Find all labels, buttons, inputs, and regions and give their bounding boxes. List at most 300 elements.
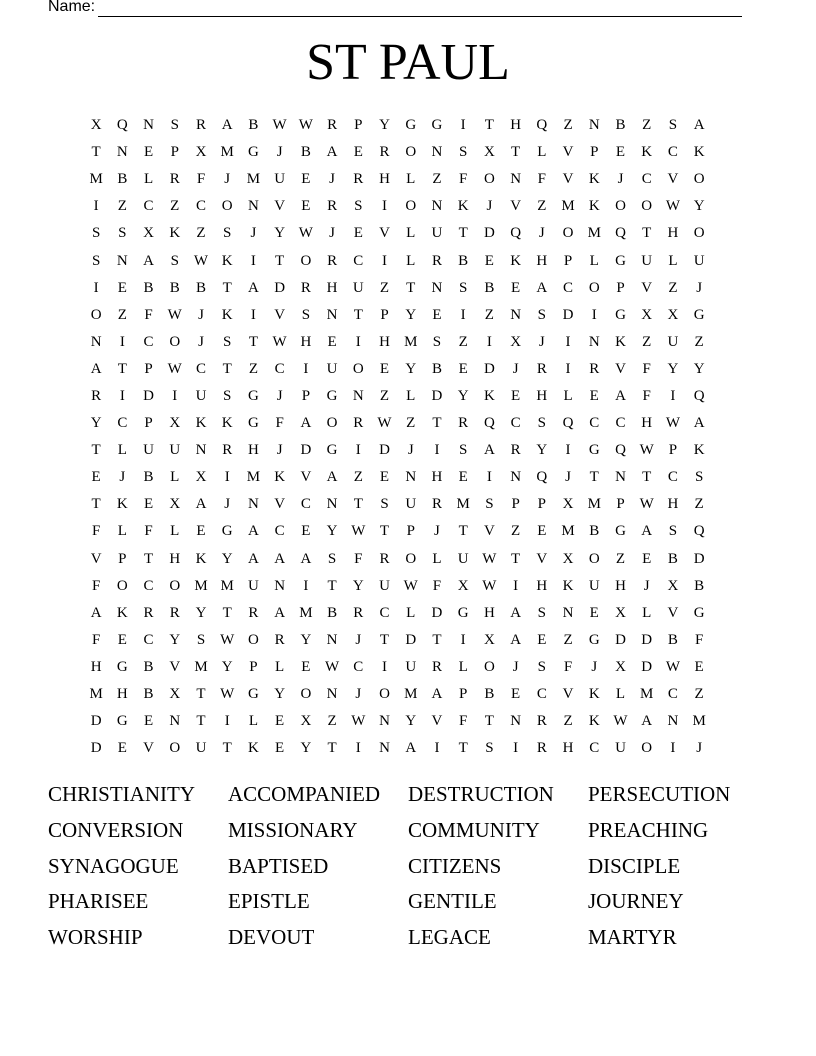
grid-letter[interactable]: I xyxy=(224,469,230,486)
grid-letter[interactable]: R xyxy=(143,604,154,621)
grid-letter[interactable]: V xyxy=(169,658,181,675)
grid-letter[interactable]: G xyxy=(457,604,469,621)
grid-letter[interactable]: K xyxy=(221,252,233,269)
grid-letter[interactable]: G xyxy=(615,523,626,540)
grid-letter[interactable]: I xyxy=(355,333,361,350)
grid-letter[interactable]: K xyxy=(248,740,259,757)
grid-letter[interactable]: C xyxy=(143,631,154,648)
grid-letter[interactable]: J xyxy=(329,225,335,242)
grid-letter[interactable]: A xyxy=(248,279,259,296)
grid-letter[interactable]: R xyxy=(300,279,311,296)
grid-letter[interactable]: Z xyxy=(511,523,521,540)
grid-letter[interactable]: K xyxy=(693,442,705,459)
grid-letter[interactable]: A xyxy=(300,415,312,432)
grid-letter[interactable]: I xyxy=(460,631,466,648)
grid-letter[interactable]: C xyxy=(641,171,652,188)
grid-letter[interactable]: Y xyxy=(536,442,548,459)
grid-letter[interactable]: E xyxy=(91,469,101,486)
grid-letter[interactable]: G xyxy=(588,631,600,648)
grid-letter[interactable]: T xyxy=(91,496,101,513)
grid-letter[interactable]: L xyxy=(143,171,154,188)
grid-letter[interactable]: Z xyxy=(694,333,704,350)
grid-letter[interactable]: U xyxy=(588,577,600,594)
grid-letter[interactable]: P xyxy=(511,496,520,513)
grid-letter[interactable]: W xyxy=(272,333,287,350)
grid-letter[interactable]: R xyxy=(274,631,285,648)
grid-letter[interactable]: J xyxy=(224,171,231,188)
grid-letter[interactable]: T xyxy=(589,469,599,486)
grid-letter[interactable]: S xyxy=(485,740,494,757)
grid-letter[interactable]: V xyxy=(615,360,626,377)
name-line[interactable] xyxy=(98,0,742,17)
grid-letter[interactable]: R xyxy=(169,171,180,188)
grid-letter[interactable]: R xyxy=(589,360,600,377)
grid-letter[interactable]: R xyxy=(379,144,390,161)
grid-letter[interactable]: I xyxy=(460,117,466,134)
grid-letter[interactable]: T xyxy=(222,604,232,621)
grid-letter[interactable]: N xyxy=(352,387,364,404)
grid-letter[interactable]: X xyxy=(667,306,679,323)
grid-letter[interactable]: B xyxy=(589,523,600,540)
grid-letter[interactable]: Y xyxy=(274,686,286,703)
grid-letter[interactable]: X xyxy=(169,686,181,703)
grid-letter[interactable]: R xyxy=(458,415,469,432)
grid-letter[interactable]: T xyxy=(222,279,232,296)
grid-letter[interactable]: E xyxy=(327,333,337,350)
grid-letter[interactable]: G xyxy=(693,604,705,621)
grid-letter[interactable]: O xyxy=(90,306,102,323)
grid-letter[interactable]: W xyxy=(613,713,628,730)
grid-letter[interactable]: T xyxy=(458,225,468,242)
grid-letter[interactable]: R xyxy=(536,360,547,377)
grid-letter[interactable]: L xyxy=(642,604,652,621)
grid-letter[interactable]: A xyxy=(641,713,653,730)
grid-letter[interactable]: O xyxy=(221,198,233,215)
grid-letter[interactable]: I xyxy=(382,658,388,675)
grid-letter[interactable]: O xyxy=(300,252,312,269)
grid-letter[interactable]: J xyxy=(119,469,126,486)
grid-letter[interactable]: O xyxy=(169,333,181,350)
grid-letter[interactable]: I xyxy=(224,713,230,730)
grid-letter[interactable]: Y xyxy=(195,604,207,621)
grid-letter[interactable]: K xyxy=(588,713,600,730)
grid-letter[interactable]: V xyxy=(274,198,286,215)
grid-letter[interactable]: X xyxy=(143,225,154,242)
grid-letter[interactable]: X xyxy=(457,577,469,594)
grid-letter[interactable]: V xyxy=(641,279,653,296)
grid-letter[interactable]: H xyxy=(326,279,338,296)
grid-letter[interactable]: M xyxy=(220,577,234,594)
grid-letter[interactable]: J xyxy=(250,225,257,242)
grid-letter[interactable]: J xyxy=(538,225,545,242)
grid-letter[interactable]: P xyxy=(616,279,625,296)
grid-letter[interactable]: S xyxy=(485,496,494,513)
grid-letter[interactable]: S xyxy=(91,252,101,269)
grid-letter[interactable]: E xyxy=(511,686,521,703)
grid-letter[interactable]: M xyxy=(89,171,103,188)
grid-letter[interactable]: K xyxy=(483,387,495,404)
grid-letter[interactable]: A xyxy=(483,442,495,459)
grid-letter[interactable]: B xyxy=(143,686,154,703)
grid-letter[interactable]: A xyxy=(431,686,443,703)
grid-letter[interactable]: P xyxy=(118,550,127,567)
grid-letter[interactable]: U xyxy=(693,252,705,269)
grid-letter[interactable]: I xyxy=(119,333,125,350)
grid-letter[interactable]: G xyxy=(615,252,626,269)
grid-letter[interactable]: N xyxy=(588,333,600,350)
grid-letter[interactable]: A xyxy=(510,631,522,648)
grid-letter[interactable]: Q xyxy=(116,117,128,134)
grid-letter[interactable]: J xyxy=(224,496,231,513)
grid-letter[interactable]: T xyxy=(327,740,337,757)
grid-letter[interactable]: A xyxy=(615,387,626,404)
grid-letter[interactable]: L xyxy=(458,658,468,675)
grid-letter[interactable]: S xyxy=(223,333,232,350)
grid-letter[interactable]: R xyxy=(222,442,233,459)
grid-letter[interactable]: T xyxy=(275,252,285,269)
grid-letter[interactable]: Z xyxy=(327,713,337,730)
grid-letter[interactable]: B xyxy=(484,279,495,296)
grid-letter[interactable]: Q xyxy=(536,117,548,134)
grid-letter[interactable]: C xyxy=(274,360,285,377)
grid-letter[interactable]: P xyxy=(537,496,546,513)
grid-letter[interactable]: O xyxy=(116,577,128,594)
grid-letter[interactable]: N xyxy=(510,306,522,323)
grid-letter[interactable]: N xyxy=(116,252,128,269)
grid-letter[interactable]: N xyxy=(169,713,181,730)
grid-letter[interactable]: P xyxy=(354,117,363,134)
grid-letter[interactable]: W xyxy=(298,117,313,134)
grid-letter[interactable]: T xyxy=(327,577,337,594)
grid-letter[interactable]: K xyxy=(221,306,233,323)
grid-letter[interactable]: W xyxy=(665,415,680,432)
grid-letter[interactable]: I xyxy=(513,740,519,757)
grid-letter[interactable]: N xyxy=(116,144,128,161)
grid-letter[interactable]: N xyxy=(667,713,679,730)
grid-letter[interactable]: P xyxy=(144,360,153,377)
grid-letter[interactable]: W xyxy=(482,550,497,567)
grid-letter[interactable]: V xyxy=(143,740,154,757)
grid-letter[interactable]: I xyxy=(172,387,178,404)
grid-letter[interactable]: S xyxy=(380,496,389,513)
grid-letter[interactable]: P xyxy=(616,496,625,513)
grid-letter[interactable]: D xyxy=(693,550,705,567)
grid-letter[interactable]: R xyxy=(431,496,442,513)
grid-letter[interactable]: U xyxy=(405,496,417,513)
grid-letter[interactable]: B xyxy=(484,686,495,703)
grid-letter[interactable]: H xyxy=(562,740,574,757)
grid-letter[interactable]: K xyxy=(169,225,181,242)
grid-letter[interactable]: L xyxy=(563,387,573,404)
grid-letter[interactable]: E xyxy=(537,631,547,648)
grid-letter[interactable]: K xyxy=(457,198,469,215)
grid-letter[interactable]: T xyxy=(511,550,521,567)
grid-letter[interactable]: M xyxy=(561,523,575,540)
grid-letter[interactable]: H xyxy=(615,577,626,594)
grid-letter[interactable]: Z xyxy=(196,225,206,242)
grid-letter[interactable]: F xyxy=(196,171,206,188)
grid-letter[interactable]: T xyxy=(117,360,127,377)
grid-letter[interactable]: E xyxy=(353,144,363,161)
grid-letter[interactable]: F xyxy=(459,713,468,730)
grid-letter[interactable]: G xyxy=(326,442,338,459)
grid-letter[interactable]: C xyxy=(510,415,521,432)
grid-letter[interactable]: A xyxy=(693,415,705,432)
grid-letter[interactable]: D xyxy=(300,442,312,459)
grid-letter[interactable]: N xyxy=(510,713,522,730)
grid-letter[interactable]: E xyxy=(117,631,127,648)
grid-letter[interactable]: I xyxy=(250,252,256,269)
grid-letter[interactable]: Y xyxy=(300,740,312,757)
grid-letter[interactable]: K xyxy=(588,171,600,188)
grid-letter[interactable]: S xyxy=(301,306,311,323)
grid-letter[interactable]: M xyxy=(299,604,313,621)
grid-letter[interactable]: T xyxy=(196,713,206,730)
grid-letter[interactable]: C xyxy=(353,658,364,675)
grid-letter[interactable]: Q xyxy=(615,225,626,242)
grid-letter[interactable]: W xyxy=(272,117,287,134)
grid-letter[interactable]: Y xyxy=(693,198,705,215)
grid-letter[interactable]: C xyxy=(667,469,678,486)
grid-letter[interactable]: R xyxy=(248,604,259,621)
grid-letter[interactable]: L xyxy=(432,550,442,567)
grid-letter[interactable]: S xyxy=(537,415,546,432)
grid-letter[interactable]: N xyxy=(326,631,338,648)
grid-letter[interactable]: T xyxy=(353,306,363,323)
grid-letter[interactable]: Z xyxy=(432,171,442,188)
grid-letter[interactable]: C xyxy=(379,604,390,621)
grid-letter[interactable]: N xyxy=(326,686,338,703)
grid-letter[interactable]: Y xyxy=(352,577,364,594)
grid-letter[interactable]: O xyxy=(300,686,312,703)
grid-letter[interactable]: I xyxy=(565,333,571,350)
grid-letter[interactable]: T xyxy=(379,523,390,540)
grid-letter[interactable]: C xyxy=(589,740,600,757)
grid-letter[interactable]: G xyxy=(326,387,338,404)
grid-letter[interactable]: Z xyxy=(353,469,363,486)
grid-letter[interactable]: M xyxy=(587,496,601,513)
grid-letter[interactable]: R xyxy=(353,171,364,188)
grid-letter[interactable]: F xyxy=(642,360,651,377)
grid-letter[interactable]: A xyxy=(326,469,338,486)
grid-letter[interactable]: N xyxy=(326,306,338,323)
grid-letter[interactable]: H xyxy=(90,658,102,675)
grid-letter[interactable]: Q xyxy=(562,415,574,432)
grid-letter[interactable]: G xyxy=(116,658,128,675)
grid-letter[interactable]: X xyxy=(169,496,181,513)
grid-letter[interactable]: V xyxy=(536,550,548,567)
grid-letter[interactable]: F xyxy=(144,523,153,540)
grid-letter[interactable]: V xyxy=(90,550,102,567)
grid-letter[interactable]: E xyxy=(458,360,468,377)
grid-letter[interactable]: S xyxy=(196,631,206,648)
grid-letter[interactable]: B xyxy=(169,279,180,296)
grid-letter[interactable]: W xyxy=(665,198,680,215)
grid-letter[interactable]: O xyxy=(562,225,574,242)
grid-letter[interactable]: E xyxy=(117,279,127,296)
grid-letter[interactable]: Z xyxy=(694,496,704,513)
grid-letter[interactable]: Y xyxy=(169,631,181,648)
grid-letter[interactable]: X xyxy=(195,144,207,161)
grid-letter[interactable]: N xyxy=(510,469,522,486)
grid-letter[interactable]: H xyxy=(667,225,679,242)
grid-letter[interactable]: B xyxy=(195,279,206,296)
grid-letter[interactable]: I xyxy=(565,360,571,377)
grid-letter[interactable]: T xyxy=(484,117,494,134)
grid-letter[interactable]: T xyxy=(196,686,206,703)
grid-letter[interactable]: I xyxy=(565,442,571,459)
grid-letter[interactable]: K xyxy=(615,333,626,350)
grid-letter[interactable]: R xyxy=(536,713,547,730)
grid-letter[interactable]: V xyxy=(667,604,679,621)
grid-letter[interactable]: Y xyxy=(457,387,469,404)
grid-letter[interactable]: Z xyxy=(458,333,468,350)
grid-letter[interactable]: T xyxy=(432,631,442,648)
grid-letter[interactable]: L xyxy=(248,713,258,730)
grid-letter[interactable]: S xyxy=(223,387,232,404)
grid-letter[interactable]: H xyxy=(667,496,679,513)
grid-letter[interactable]: Y xyxy=(274,225,286,242)
grid-letter[interactable]: I xyxy=(303,577,309,594)
grid-letter[interactable]: L xyxy=(117,523,127,540)
grid-letter[interactable]: L xyxy=(406,604,416,621)
grid-letter[interactable]: H xyxy=(300,333,312,350)
grid-letter[interactable]: N xyxy=(431,279,443,296)
grid-letter[interactable]: V xyxy=(274,306,286,323)
grid-letter[interactable]: S xyxy=(459,442,468,459)
grid-letter[interactable]: J xyxy=(538,333,545,350)
grid-letter[interactable]: J xyxy=(591,658,598,675)
grid-letter[interactable]: N xyxy=(431,144,443,161)
grid-letter[interactable]: C xyxy=(143,577,154,594)
grid-letter[interactable]: L xyxy=(406,387,416,404)
grid-letter[interactable]: C xyxy=(274,523,285,540)
grid-letter[interactable]: C xyxy=(117,415,128,432)
grid-letter[interactable]: J xyxy=(407,442,414,459)
grid-letter[interactable]: D xyxy=(90,713,102,730)
grid-letter[interactable]: M xyxy=(404,686,418,703)
grid-letter[interactable]: D xyxy=(90,740,102,757)
grid-letter[interactable]: N xyxy=(510,171,522,188)
grid-letter[interactable]: Z xyxy=(537,198,547,215)
grid-letter[interactable]: Z xyxy=(484,306,494,323)
grid-letter[interactable]: Z xyxy=(406,415,416,432)
grid-letter[interactable]: P xyxy=(563,252,573,269)
grid-letter[interactable]: U xyxy=(615,740,626,757)
grid-letter[interactable]: W xyxy=(665,658,680,675)
grid-letter[interactable]: E xyxy=(196,523,206,540)
grid-letter[interactable]: X xyxy=(195,469,207,486)
grid-letter[interactable]: E xyxy=(353,225,363,242)
grid-letter[interactable]: F xyxy=(91,523,101,540)
grid-letter[interactable]: D xyxy=(483,360,495,377)
grid-letter[interactable]: Z xyxy=(668,279,678,296)
grid-letter[interactable]: O xyxy=(588,550,600,567)
grid-letter[interactable]: Y xyxy=(405,360,417,377)
grid-letter[interactable]: A xyxy=(248,523,259,540)
grid-letter[interactable]: J xyxy=(696,279,703,296)
grid-letter[interactable]: F xyxy=(459,171,468,188)
grid-letter[interactable]: R xyxy=(327,198,338,215)
grid-letter[interactable]: B xyxy=(667,550,678,567)
grid-letter[interactable]: V xyxy=(562,686,574,703)
grid-letter[interactable]: K xyxy=(221,415,233,432)
grid-letter[interactable]: O xyxy=(379,686,390,703)
grid-letter[interactable]: X xyxy=(483,144,495,161)
grid-letter[interactable]: K xyxy=(693,144,705,161)
grid-letter[interactable]: E xyxy=(484,252,494,269)
grid-letter[interactable]: E xyxy=(615,144,626,161)
grid-letter[interactable]: M xyxy=(640,686,654,703)
grid-letter[interactable]: W xyxy=(220,631,235,648)
grid-letter[interactable]: O xyxy=(405,198,417,215)
grid-letter[interactable]: N xyxy=(405,469,417,486)
grid-letter[interactable]: V xyxy=(667,171,679,188)
grid-letter[interactable]: G xyxy=(693,306,705,323)
grid-letter[interactable]: Z xyxy=(615,550,626,567)
grid-letter[interactable]: X xyxy=(300,713,312,730)
grid-letter[interactable]: I xyxy=(93,279,99,296)
grid-letter[interactable]: D xyxy=(431,387,443,404)
grid-letter[interactable]: W xyxy=(377,415,392,432)
grid-letter[interactable]: R xyxy=(353,415,364,432)
grid-letter[interactable]: U xyxy=(405,658,417,675)
grid-letter[interactable]: F xyxy=(563,658,573,675)
grid-letter[interactable]: G xyxy=(221,523,233,540)
grid-letter[interactable]: F xyxy=(275,415,284,432)
grid-letter[interactable]: I xyxy=(382,198,388,215)
grid-letter[interactable]: U xyxy=(457,550,469,567)
grid-letter[interactable]: U xyxy=(352,279,364,296)
grid-letter[interactable]: R xyxy=(536,740,547,757)
grid-letter[interactable]: C xyxy=(563,279,574,296)
grid-letter[interactable]: V xyxy=(562,144,574,161)
grid-letter[interactable]: H xyxy=(248,442,259,459)
grid-letter[interactable]: P xyxy=(668,442,678,459)
grid-letter[interactable]: J xyxy=(276,442,283,459)
grid-letter[interactable]: J xyxy=(643,577,650,594)
grid-letter[interactable]: U xyxy=(326,360,338,377)
grid-letter[interactable]: J xyxy=(486,198,493,215)
grid-letter[interactable]: O xyxy=(326,415,338,432)
grid-letter[interactable]: S xyxy=(223,225,232,242)
grid-letter[interactable]: A xyxy=(90,360,102,377)
grid-letter[interactable]: D xyxy=(615,631,626,648)
grid-letter[interactable]: Q xyxy=(510,225,522,242)
grid-letter[interactable]: A xyxy=(221,117,233,134)
grid-letter[interactable]: S xyxy=(668,117,678,134)
grid-letter[interactable]: B xyxy=(248,117,259,134)
grid-letter[interactable]: U xyxy=(379,577,390,594)
grid-letter[interactable]: V xyxy=(483,523,495,540)
grid-letter[interactable]: I xyxy=(119,387,125,404)
grid-letter[interactable]: I xyxy=(434,442,440,459)
grid-letter[interactable]: B xyxy=(327,604,338,621)
grid-letter[interactable]: L xyxy=(589,252,599,269)
grid-letter[interactable]: U xyxy=(274,171,286,188)
grid-letter[interactable]: M xyxy=(89,686,103,703)
grid-letter[interactable]: C xyxy=(300,496,311,513)
grid-letter[interactable]: W xyxy=(193,252,209,269)
grid-letter[interactable]: O xyxy=(405,144,417,161)
grid-letter[interactable]: U xyxy=(169,442,181,459)
grid-letter[interactable]: O xyxy=(169,740,181,757)
grid-letter[interactable]: A xyxy=(90,604,102,621)
grid-letter[interactable]: E xyxy=(117,740,127,757)
grid-letter[interactable]: T xyxy=(458,740,468,757)
grid-letter[interactable]: H xyxy=(536,252,548,269)
grid-letter[interactable]: X xyxy=(641,306,653,323)
